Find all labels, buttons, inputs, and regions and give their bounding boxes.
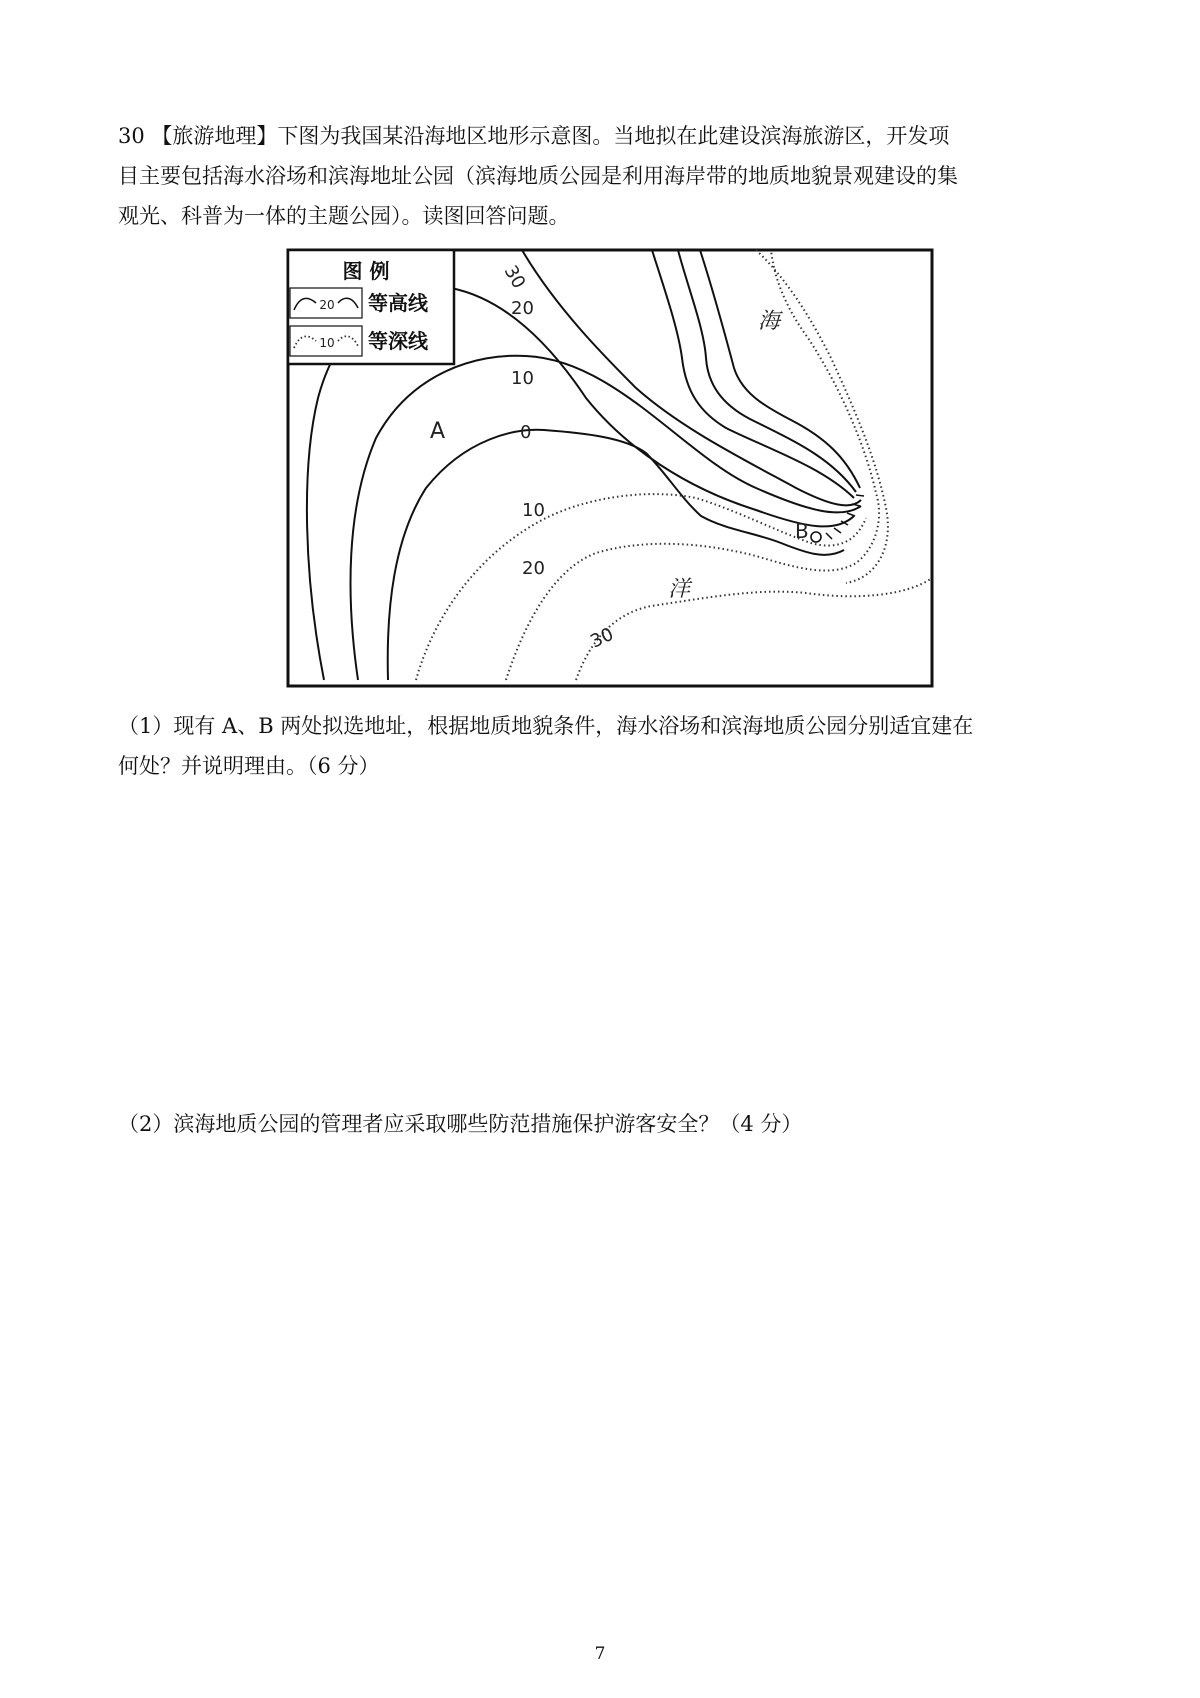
legend-title: 图 例 <box>342 259 390 283</box>
depth-label: 10 <box>522 500 545 521</box>
intro-line: 目主要包括海水浴场和滨海地址公园（滨海地质公园是利用海岸带的地质地貌景观建设的集 <box>118 164 958 188</box>
question-2 <box>118 1104 1098 1144</box>
question-line: （1）现有 A、B 两处拟选地址，根据地质地貌条件，海水浴场和滨海地质公园分别适宜建在 <box>118 714 974 738</box>
sea-label: 海 <box>758 309 781 334</box>
legend-sample-value: 20 <box>319 298 335 312</box>
legend-label: 等深线 <box>368 329 428 353</box>
legend-label: 等高线 <box>368 291 428 315</box>
contour-label: 20 <box>511 298 534 319</box>
question-1 <box>118 706 1098 786</box>
question-line: 何处？并说明理由。（6 分） <box>118 754 380 778</box>
contour-label: 0 <box>520 422 532 443</box>
intro-line: 观光、科普为一体的主题公园）。读图回答问题。 <box>118 204 570 228</box>
rock-marker <box>811 532 821 542</box>
legend-sample-value: 10 <box>319 336 335 350</box>
page-number: 7 <box>594 1644 606 1664</box>
question-line: （2）滨海地质公园的管理者应采取哪些防范措施保护游客安全？（4 分） <box>118 1112 803 1136</box>
point-b-label: B <box>795 519 809 543</box>
terrain-map <box>286 248 934 688</box>
depth-label: 20 <box>522 558 545 579</box>
ocean-label: 洋 <box>668 577 691 602</box>
contour-label: 10 <box>511 368 534 389</box>
map-legend <box>288 250 454 364</box>
depth-label: 30 <box>587 623 617 653</box>
question-intro <box>118 116 1098 236</box>
contour-label: 30 <box>499 262 530 293</box>
intro-line: 30 【旅游地理】下图为我国某沿海地区地形示意图。当地拟在此建设滨海旅游区，开发项 <box>118 124 950 148</box>
point-a-label: A <box>430 419 446 444</box>
